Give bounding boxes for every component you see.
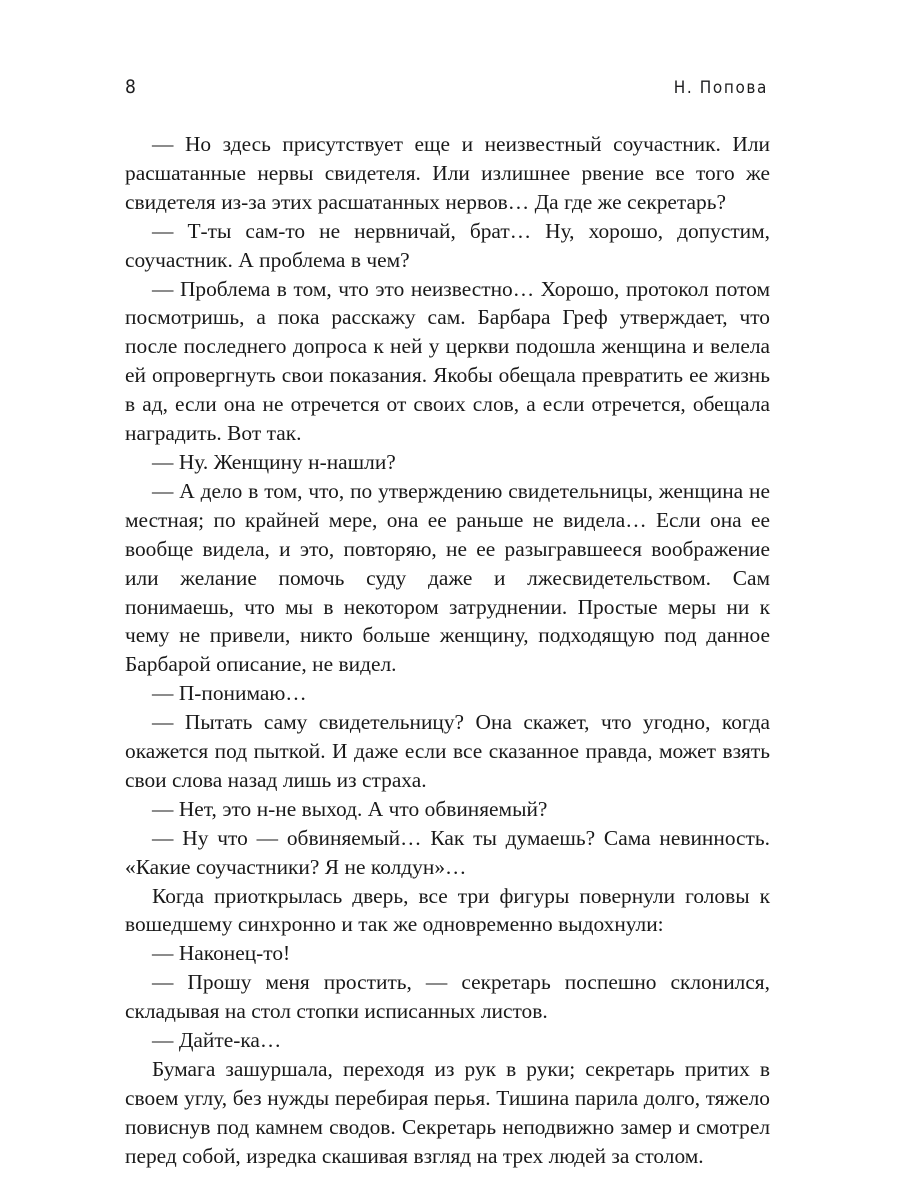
- paragraph: — Но здесь присутствует еще и неизвестный соучастник. Или расшатанные нервы свидетеля. Или излишнее рвение все того же свидетеля из-за этих расшатанных нервов… Да где же секретарь?: [125, 132, 770, 214]
- paragraph: — Проблема в том, что это неизвестно… Хорошо, протокол потом посмотришь, а пока расскажу сам. Барбара Греф утверждает, что после последнего допроса к ней у церкви подошла женщина и велела ей опровергнуть свои показания. Якобы обещала превратить ее жизнь в ад, если она не отречется от своих слов, а если отречется, обещала наградить. Вот так.: [125, 276, 770, 446]
- paragraph: — Дайте-ка…: [152, 1028, 282, 1053]
- paragraph: — Ну что — обвиняемый… Как ты думаешь? Сама невинность. «Какие соучастники? Я не колдун»…: [125, 825, 770, 879]
- paragraph: Бумага зашуршала, переходя из рук в руки; секретарь притих в своем углу, без нужды перебирая перья. Тишина парила долго, тяжело повиснув под камнем сводов. Секретарь неподвижно замер и смотрел перед собой, изредка скашивая взгляд на трех людей за столом.: [125, 1057, 770, 1168]
- paragraph: — П-понимаю…: [152, 681, 307, 706]
- paragraph: — Т-ты сам-то не нервничай, брат… Ну, хорошо, допустим, соучастник. А проблема в чем?: [125, 218, 770, 272]
- paragraph: — Пытать саму свидетельницу? Она скажет, что угодно, когда окажется под пыткой. И даже если все сказанное правда, может взять свои слова назад лишь из страха.: [125, 710, 770, 792]
- paragraph: — А дело в том, что, по утверждению свидетельницы, женщина не местная; по крайней мере, она ее раньше не видела… Если она ее вообще видела, и это, повторяю, не ее разыгравшееся воображение или желание помочь суду даже и лжесвидетельством. Сам понимаешь, что мы в некотором затруднении. Простые меры ни к чему не привели, никто больше женщину, подходящую под данное Барбарой описание, не видел.: [125, 478, 770, 677]
- paragraph: — Прошу меня простить, — секретарь поспешно склонился, складывая на стол стопки исписанных листов.: [125, 970, 770, 1024]
- page-number: 8: [125, 76, 137, 98]
- paragraph: — Наконец-то!: [152, 941, 291, 966]
- running-head-author: Н. Попова: [673, 78, 768, 98]
- paragraph: — Ну. Женщину н-нашли?: [152, 449, 396, 474]
- body-text: [125, 130, 770, 1171]
- running-head: [125, 78, 768, 104]
- paragraph: Когда приоткрылась дверь, все три фигуры повернули головы к вошедшему синхронно и так же одновременно выдохнули:: [125, 883, 770, 937]
- paragraph: — Нет, это н-не выход. А что обвиняемый?: [152, 796, 548, 821]
